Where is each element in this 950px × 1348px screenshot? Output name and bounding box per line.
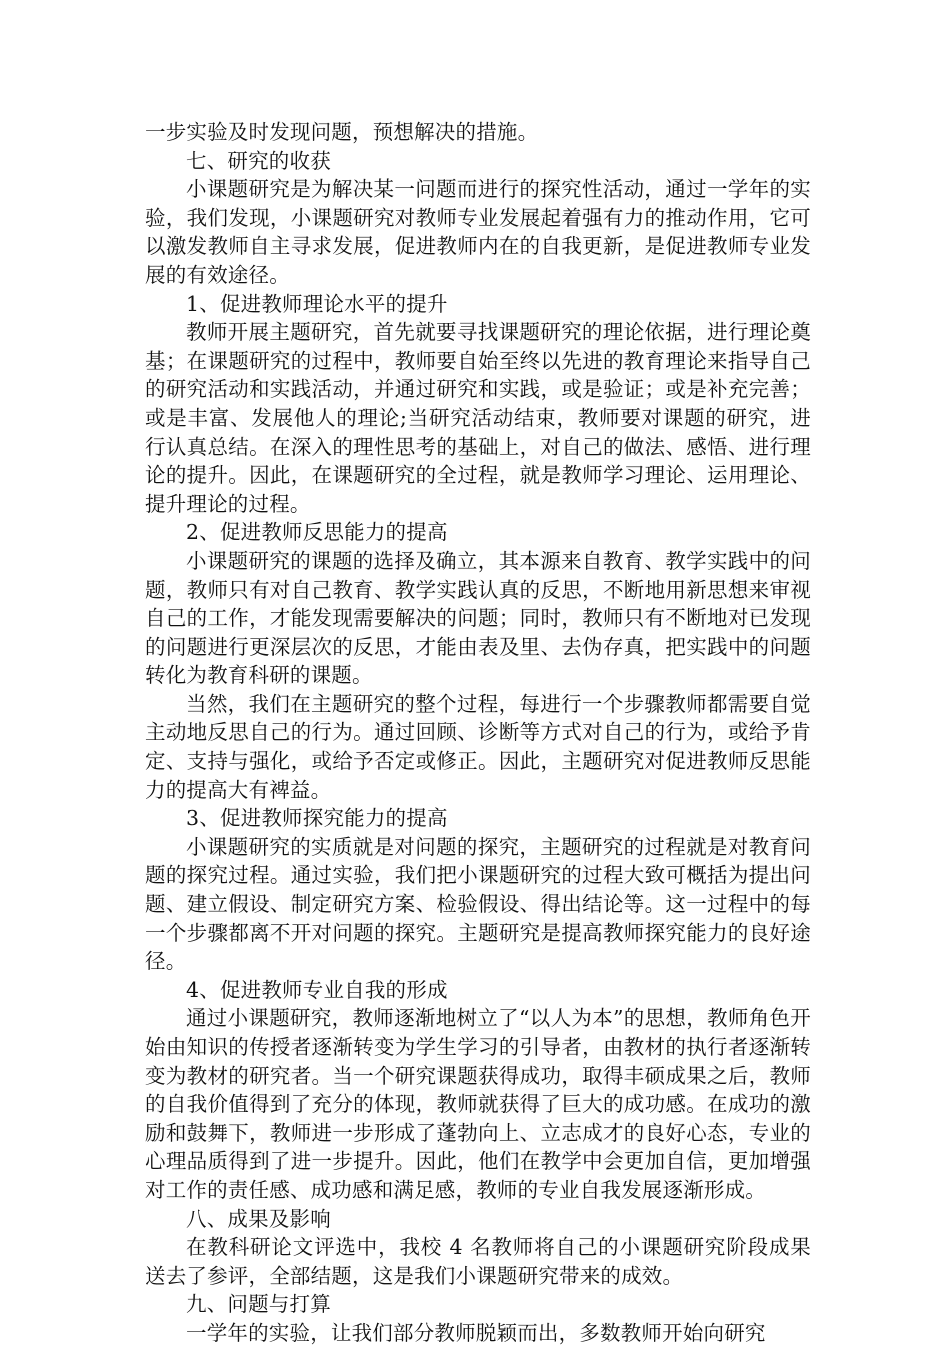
paragraph-professional-self: 通过小课题研究，教师逐渐地树立了“以人为本”的思想，教师角色开始由知识的传授者逐渐转变为学生学习的引导者，由教材的执行者逐渐转变为教材的研究者。当一个研究课题获得成功，取得丰硕成果之后，教师的自我价值得到了充分的体现，教师就获得了巨大的成功感。在成功的激励和鼓舞下，教师进一步形成了蓬勃向上、立志成才的良好心态，专业的心理品质得到了进一步提升。因此，他们在教学中会更加自信，更加增强对工作的责任感、成功感和满足感，教师的专业自我发展逐渐形成。 bbox=[145, 1006, 811, 1202]
paragraph-theory-level: 教师开展主题研究，首先就要寻找课题研究的理论依据，进行理论奠基；在课题研究的过程中，教师要自始至终以先进的教育理论来指导自己的研究活动和实践活动，并通过研究和实践，或是验证；或是补充完善；或是丰富、发展他人的理论;当研究活动结束，教师要对课题的研究，进行认真总结。在深入的理性思考的基础上，对自己的做法、感悟、进行理论的提升。因此，在课题研究的全过程，就是教师学习理论、运用理论、提升理论的过程。 bbox=[145, 320, 811, 516]
paragraph-problems-plans: 一学年的实验，让我们部分教师脱颖而出，多数教师开始向研究 bbox=[186, 1320, 766, 1345]
subheading-inquiry-ability: 3、促进教师探究能力的提高 bbox=[186, 806, 448, 831]
paragraph-reflection-ability: 小课题研究的课题的选择及确立，其本源来自教育、教学实践中的问题，教师只有对自己教育、教学实践认真的反思，不断地用新思想来审视自己的工作，才能发现需要解决的问题；同时，教师只有不断地对已发现的问题进行更深层次的反思，才能由表及里、去伪存真，把实践中的问题转化为教育科研的课题。 bbox=[145, 548, 811, 688]
document-body bbox=[145, 118, 811, 1348]
subheading-theory-level: 1、促进教师理论水平的提升 bbox=[186, 291, 448, 316]
section-heading-results: 八、成果及影响 bbox=[186, 1206, 331, 1231]
paragraph-research-gains: 小课题研究是为解决某一问题而进行的探究性活动，通过一学年的实验，我们发现，小课题研究对教师专业发展起着强有力的推动作用，它可以激发教师自主寻求发展，促进教师内在的自我更新，是促进教师专业发展的有效途径。 bbox=[145, 177, 811, 287]
paragraph-continuation: 一步实验及时发现问题，预想解决的措施。 bbox=[145, 120, 539, 144]
paragraph-inquiry-ability: 小课题研究的实质就是对问题的探究，主题研究的过程就是对教育问题的探究过程。通过实验，我们把小课题研究的过程大致可概括为提出问题、建立假设、制定研究方案、检验假设、得出结论等。这一过程中的每一个步骤都离不开对问题的探究。主题研究是提高教师探究能力的良好途径。 bbox=[145, 834, 811, 974]
section-heading-problems-plans: 九、问题与打算 bbox=[186, 1292, 331, 1317]
subheading-professional-self: 4、促进教师专业自我的形成 bbox=[186, 977, 448, 1002]
subheading-reflection-ability: 2、促进教师反思能力的提高 bbox=[186, 520, 448, 545]
paragraph-reflection-process: 当然，我们在主题研究的整个过程，每进行一个步骤教师都需要自觉主动地反思自己的行为。通过回顾、诊断等方式对自己的行为，或给予肯定、支持与强化，或给予否定或修正。因此，主题研究对促进教师反思能力的提高大有裨益。 bbox=[145, 691, 811, 802]
section-heading-research-gains: 七、研究的收获 bbox=[186, 148, 331, 173]
paragraph-results: 在教科研论文评选中，我校 4 名教师将自己的小课题研究阶段成果送去了参评，全部结题，这是我们小课题研究带来的成效。 bbox=[145, 1235, 811, 1288]
